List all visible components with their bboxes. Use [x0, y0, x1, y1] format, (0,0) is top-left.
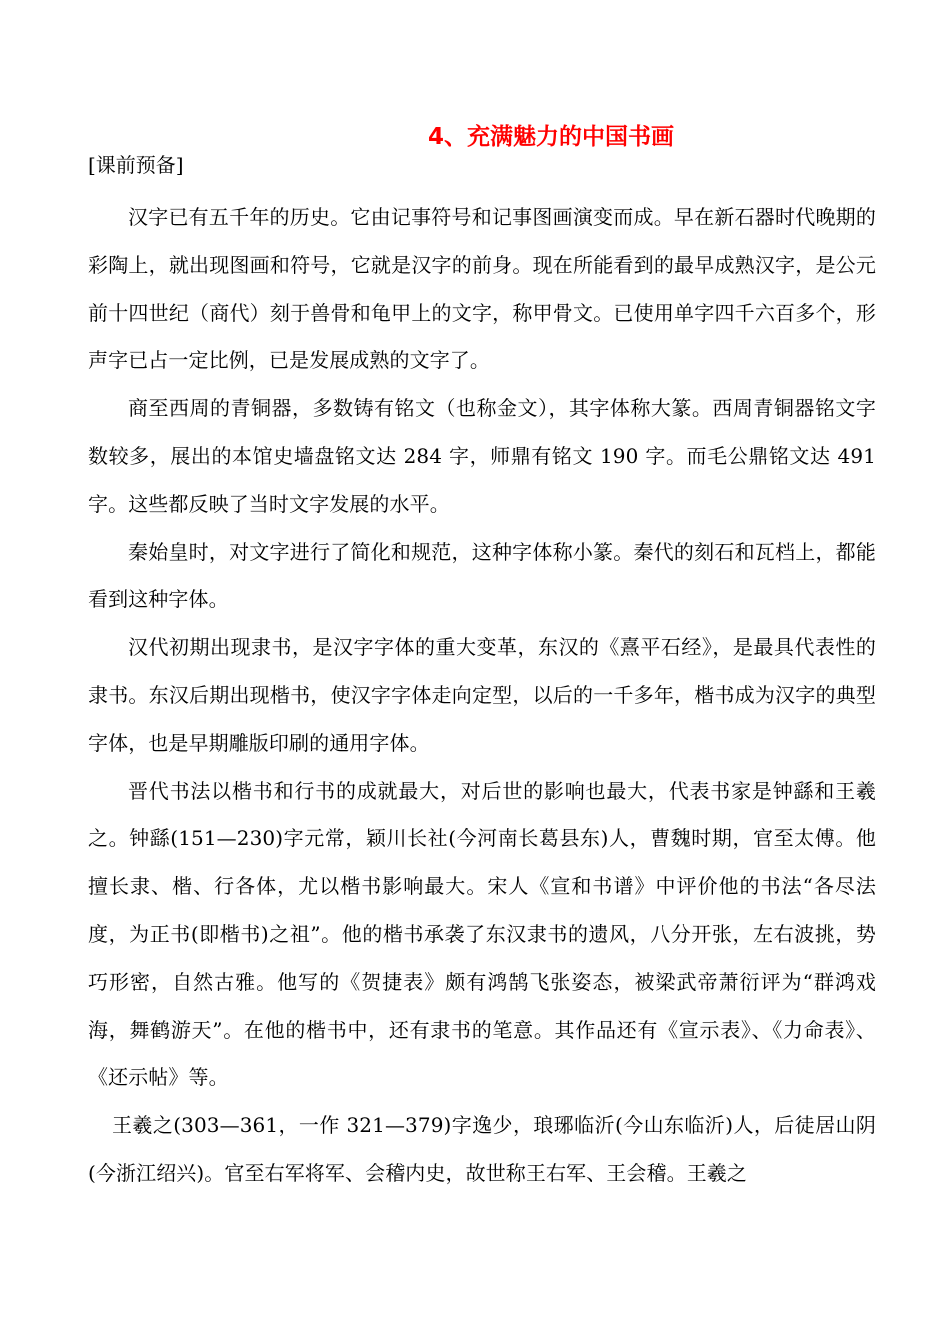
paragraph: 汉代初期出现隶书，是汉字字体的重大变革，东汉的《熹平石经》，是最具代表性的隶书。东汉后期出现楷书，使汉字字体走向定型，以后的一千多年，楷书成为汉字的典型字体，也是早期雕版印刷的通用字体。: [88, 635, 876, 755]
document-title: 4、充满魅力的中国书画: [428, 124, 675, 150]
document-body: [88, 194, 876, 1198]
paragraph: 商至西周的青铜器，多数铸有铭文（也称金文），其字体称大篆。西周青铜器铭文字数较多，展出的本馆史墙盘铭文达 284 字，师鼎有铭文 190 字。而毛公鼎铭文达 491 字。这些都反映了当时文字发展的水平。: [88, 396, 876, 516]
section-label: [课前预备]: [88, 153, 184, 177]
paragraph: 汉字已有五千年的历史。它由记事符号和记事图画演变而成。早在新石器时代晚期的彩陶上，就出现图画和符号，它就是汉字的前身。现在所能看到的最早成熟汉字，是公元前十四世纪（商代）刻于兽骨和龟甲上的文字，称甲骨文。已使用单字四千六百多个，形声字已占一定比例，已是发展成熟的文字了。: [88, 205, 876, 373]
paragraph: 晋代书法以楷书和行书的成就最大，对后世的影响也最大，代表书家是钟繇和王羲之。钟繇(151—230)字元常，颖川长社(今河南长葛县东)人，曹魏时期，官至太傅。他擅长隶、楷、行各体，尤以楷书影响最大。宋人《宣和书谱》中评价他的书法“各尽法度，为正书(即楷书)之祖”。他的楷书承袭了东汉隶书的遗风，八分开张，左右波挑，势巧形密，自然古雅。他写的《贺捷表》颇有鸿鹄飞张姿态，被梁武帝萧衍评为“群鸿戏海，舞鹤游天”。在他的楷书中，还有隶书的笔意。其作品还有《宣示表》、《力命表》、《还示帖》等。: [88, 778, 876, 1090]
paragraph: 王羲之(303—361，一作 321—379)字逸少，琅琊临沂(今山东临沂)人，后徒居山阴(今浙江绍兴)。官至右军将军、会稽内史，故世称王右军、王会稽。王羲之: [88, 1113, 876, 1185]
paragraph: 秦始皇时，对文字进行了简化和规范，这种字体称小篆。秦代的刻石和瓦档上，都能看到这种字体。: [88, 539, 876, 612]
